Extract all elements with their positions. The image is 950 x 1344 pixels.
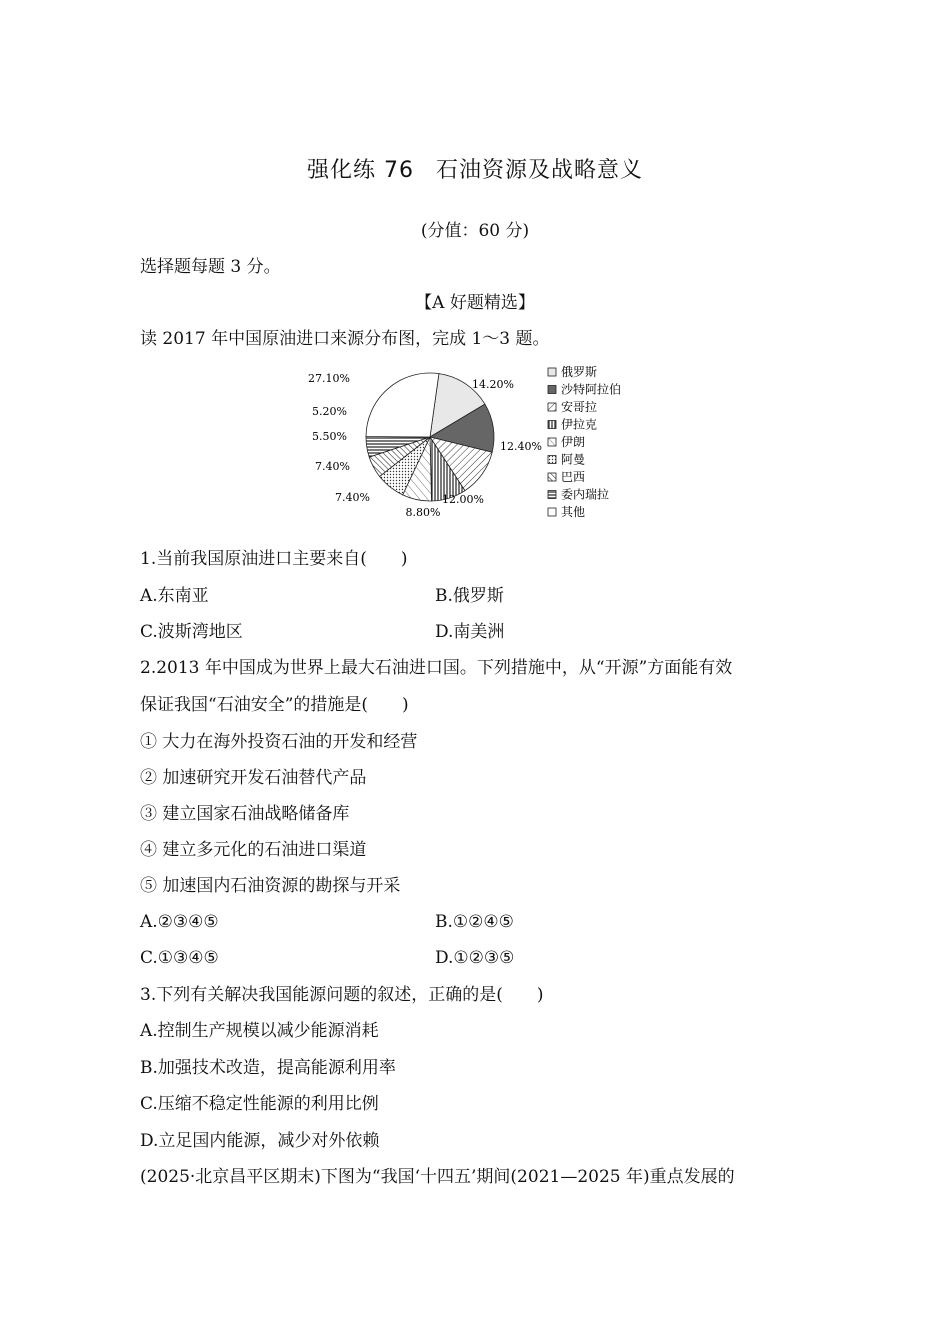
q2-option-a[interactable]: A.②③④⑤ <box>140 912 219 932</box>
legend-label: 伊朗 <box>561 435 586 449</box>
legend-label: 巴西 <box>561 470 586 484</box>
legend-swatch <box>548 438 556 446</box>
legend-swatch <box>548 508 556 516</box>
q1-option-c[interactable]: C.波斯湾地区 <box>140 622 243 642</box>
pie-data-label: 12.00% <box>442 493 484 506</box>
q2-option-b[interactable]: B.①②④⑤ <box>435 912 514 932</box>
legend-swatch <box>548 491 556 499</box>
legend-label: 安哥拉 <box>561 400 598 414</box>
pie-data-label: 7.40% <box>335 491 370 504</box>
q2-option-d[interactable]: D.①②③⑤ <box>435 948 515 968</box>
q3-option-a[interactable]: A.控制生产规模以减少能源消耗 <box>140 1021 379 1041</box>
pie-data-label: 5.20% <box>312 405 347 418</box>
legend-label: 伊拉克 <box>561 417 598 432</box>
next-question-intro: (2025·北京昌平区期末)下图为“我国‘十四五’期间(2021—2025 年)重点发展的 <box>140 1167 735 1187</box>
q3-option-b[interactable]: B.加强技术改造，提高能源利用率 <box>140 1058 396 1078</box>
legend-label: 阿曼 <box>561 452 586 467</box>
section-heading: 【A 好题精选】 <box>415 293 535 313</box>
instruction: 选择题每题 3 分。 <box>140 257 281 277</box>
legend-swatch <box>548 421 556 429</box>
q2-item: ② 加速研究开发石油替代产品 <box>140 768 367 788</box>
legend-label: 委内瑞拉 <box>561 487 610 502</box>
q3-option-d[interactable]: D.立足国内能源，减少对外依赖 <box>140 1131 380 1151</box>
legend-label: 俄罗斯 <box>561 365 598 379</box>
q3-option-c[interactable]: C.压缩不稳定性能源的利用比例 <box>140 1094 379 1114</box>
q2-item: ⑤ 加速国内石油资源的勘探与开采 <box>140 876 401 896</box>
q2-item: ③ 建立国家石油战略储备库 <box>140 804 350 824</box>
pie-data-label: 7.40% <box>315 460 350 473</box>
pie-data-label: 5.50% <box>312 430 347 443</box>
page-title: 强化练 76 石油资源及战略意义 <box>306 158 643 183</box>
q3-stem: 3.下列有关解决我国能源问题的叙述，正确的是( ) <box>140 985 544 1005</box>
legend-label: 其他 <box>561 505 586 519</box>
pie-data-label: 14.20% <box>472 378 514 391</box>
q2-stem-line2: 保证我国“石油安全”的措施是( ) <box>140 695 409 715</box>
intro-text: 读 2017 年中国原油进口来源分布图，完成 1～3 题。 <box>140 329 550 349</box>
q1-option-d[interactable]: D.南美洲 <box>435 622 505 642</box>
q2-option-c[interactable]: C.①③④⑤ <box>140 948 219 968</box>
q2-item: ① 大力在海外投资石油的开发和经营 <box>140 732 418 752</box>
pie-data-label: 27.10% <box>308 372 350 385</box>
legend-swatch <box>548 456 556 464</box>
q1-option-a[interactable]: A.东南亚 <box>140 586 209 606</box>
pie-data-label: 12.40% <box>500 440 542 453</box>
pie-chart <box>308 362 640 526</box>
pie-slice-9 <box>366 373 439 437</box>
legend-swatch <box>548 386 556 394</box>
legend-swatch <box>548 473 556 481</box>
q1-option-b[interactable]: B.俄罗斯 <box>435 586 504 606</box>
q1-stem: 1.当前我国原油进口主要来自( ) <box>140 549 408 569</box>
legend-swatch <box>548 403 556 411</box>
legend-label: 沙特阿拉伯 <box>561 382 622 397</box>
score-note: (分值：60 分) <box>420 221 530 241</box>
legend-swatch <box>548 368 556 376</box>
q2-item: ④ 建立多元化的石油进口渠道 <box>140 840 367 860</box>
q2-stem-line1: 2.2013 年中国成为世界上最大石油进口国。下列措施中，从“开源”方面能有效 <box>140 658 733 678</box>
pie-data-label: 8.80% <box>405 506 441 519</box>
